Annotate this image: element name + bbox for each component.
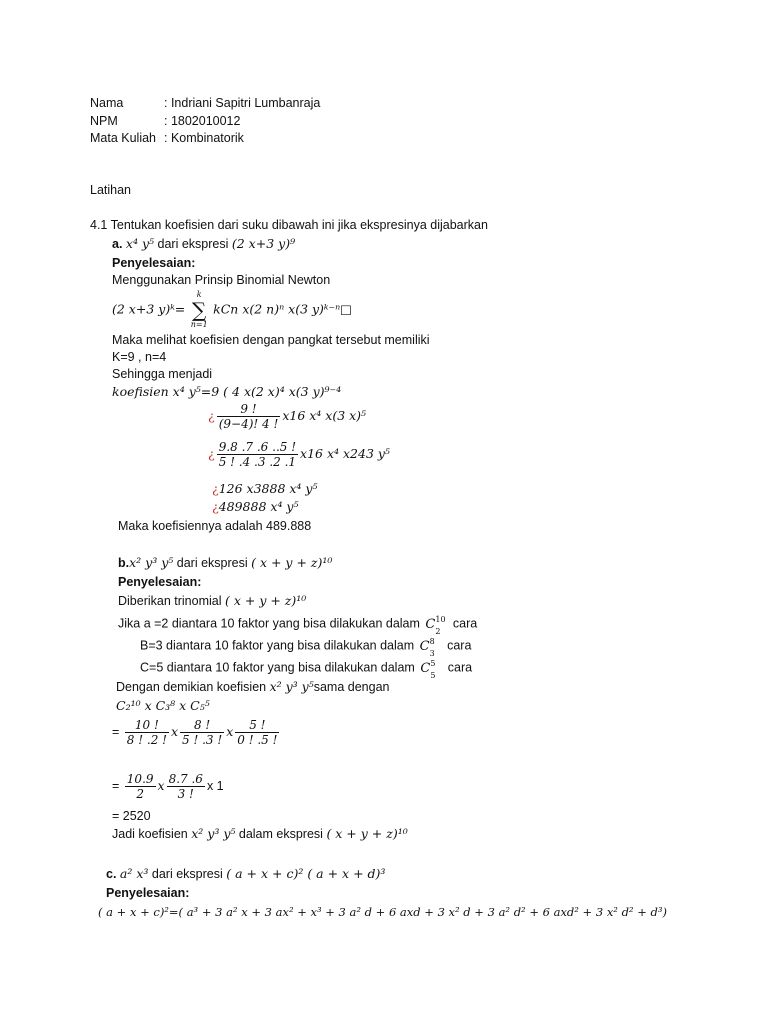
j3-text: C=5 diantara 10 faktor yang bisa dilakukan dalam (140, 660, 415, 675)
j1-text: Jika a =2 diantara 10 faktor yang bisa dilakukan dalam (118, 616, 420, 631)
part-a-kn: K=9 , n=4 (112, 350, 167, 364)
section-title: Latihan (90, 183, 132, 197)
given-text: Diberikan trinomial (118, 594, 222, 608)
final-text: Jadi koefisien (112, 827, 188, 841)
step-2-num: 9 ! (240, 402, 257, 416)
j3-cara: cara (447, 660, 473, 675)
value-npm: : 1802010012 (164, 114, 241, 128)
combination-c-5-5: C 5 5 (420, 659, 436, 680)
part-a-term: x⁴ y⁵ (125, 236, 155, 251)
part-a-uses: Menggunakan Prinsip Binomial Newton (112, 273, 331, 287)
step-4-expr: 126 x3888 x⁴ y⁵ (218, 481, 318, 496)
step-3-marker: ¿ (208, 445, 215, 461)
part-b-j2 (140, 636, 471, 656)
part-a-see: Maka melihat koefisien dengan pangkat tersebut memiliki (112, 333, 430, 347)
part-c-dari: dari ekspresi (151, 867, 223, 881)
step-5-expr: 489888 x⁴ y⁵ (218, 499, 299, 514)
step-4-marker: ¿ (212, 481, 219, 496)
part-c-term: a² x³ (119, 866, 149, 881)
step-2-fraction (217, 402, 281, 431)
part-c-expr: ( a + x + c)² ( a + x + d)³ (226, 866, 386, 881)
frac-10-9: $\frac{10.9}{2}$ (126, 772, 154, 801)
step-3-den: 5 ! .4 .3 .2 .1 (218, 455, 297, 469)
frac-10-fact: $\frac{10 !}{8 ! .2 !}$ (126, 718, 167, 747)
part-a-becomes: Sehingga menjadi (112, 367, 213, 381)
fraction-line-1 (112, 718, 281, 747)
step-3-fraction (217, 440, 298, 469)
step-1: koefisien x⁴ y⁵=9 ( 4 x(2 x)⁴ x(3 y)⁹⁻⁴ (112, 384, 342, 399)
fraction-line-2 (112, 772, 224, 801)
eq-sign-2: = (112, 778, 120, 793)
part-b-label: b. (118, 556, 130, 570)
final-term: x² y³ y⁵ (191, 826, 236, 841)
binom-rhs: kCn x(2 n)ⁿ x(3 y)ᵏ⁻ⁿ□ (213, 301, 352, 317)
part-b-thus (116, 679, 390, 695)
step-5 (212, 499, 299, 515)
step-3-rest: x16 x⁴ x243 y⁵ (300, 445, 390, 461)
part-a-expr: (2 x+3 y)⁹ (231, 236, 296, 251)
times-2: x (226, 723, 234, 739)
part-c-heading (106, 866, 385, 882)
part-a-conclusion: Maka koefisiennya adalah 489.888 (118, 519, 312, 533)
part-b-dari: dari ekspresi (176, 556, 248, 570)
times-3: x (157, 777, 165, 793)
combination-product: C₂¹⁰ x C₃⁸ x C₅⁵ (116, 698, 210, 713)
frac-5-fact: $\frac{5 !}{0 ! .5 !}$ (237, 718, 278, 747)
part-b-result: = 2520 (112, 809, 151, 823)
part-b-given (118, 593, 306, 609)
final-in: dalam ekspresi (238, 827, 323, 841)
combination-c-10-2: C 10 2 (425, 615, 446, 636)
part-b-heading (118, 555, 332, 571)
step-5-marker: ¿ (212, 499, 219, 514)
times-1: x (170, 723, 179, 739)
j1-cara: cara (452, 616, 478, 631)
part-b-j3 (140, 658, 472, 678)
label-mata-kuliah: Mata Kuliah (90, 131, 157, 145)
thus-text: Dengan demikian koefisien (116, 680, 267, 694)
value-nama: : Indriani Sapitri Lumbanraja (164, 96, 321, 110)
part-b-expr: ( x + y + z)¹⁰ (251, 555, 333, 570)
step-3 (208, 440, 390, 469)
binomial-formula (112, 290, 352, 330)
step-4 (212, 481, 317, 497)
combination-c-8-3: C 8 3 (419, 637, 435, 658)
final-expr: ( x + y + z)¹⁰ (326, 826, 408, 841)
step-3-num: 9.8 .7 .6 ..5 ! (218, 440, 297, 454)
part-a-dari: dari ekspresi (157, 237, 229, 251)
label-nama: Nama (90, 96, 124, 110)
value-mata-kuliah: : Kombinatorik (164, 131, 244, 145)
part-c-expansion: ( a + x + c)²=( a³ + 3 a² x + 3 ax² + x³ + 3 a² d + 6 axd + 3 x² d + 3 a² d² + 6 axd² + 3 x² d² + d³) (98, 905, 667, 919)
question-4-1: 4.1 Tentukan koefisien dari suku dibawah ini jika ekspresinya dijabarkan (90, 218, 488, 232)
step-2 (208, 402, 366, 431)
frac-8-fact: $\frac{8 !}{5 ! .3 !}$ (182, 718, 223, 747)
part-c-label: c. (106, 867, 117, 881)
step-2-marker: ¿ (208, 407, 215, 423)
part-b-j1 (118, 614, 477, 634)
part-a-penyelesaian: Penyelesaian: (112, 256, 196, 270)
binom-lhs: (2 x+3 y)ᵏ= (112, 301, 186, 317)
eq-sign-1: = (112, 724, 120, 739)
part-a-heading (112, 236, 295, 252)
step-2-rest: x16 x⁴ x(3 x)⁵ (282, 407, 367, 423)
j2-text: B=3 diantara 10 faktor yang bisa dilakukan dalam (140, 638, 415, 653)
part-b-final (112, 826, 408, 842)
sigma-symbol: k ∑ n=1 (190, 290, 208, 329)
j2-cara: cara (447, 638, 472, 653)
part-b-term: x² y³ y⁵ (129, 555, 174, 570)
step-2-den: (9−4)! 4 ! (218, 417, 279, 431)
frac-8-7-6: $\frac{8.7 .6}{3 !}$ (168, 772, 203, 801)
label-npm: NPM (90, 114, 118, 128)
sigma-top: k (196, 290, 202, 299)
part-c-penyelesaian: Penyelesaian: (106, 886, 190, 900)
times-one: x 1 (206, 778, 224, 793)
part-b-penyelesaian: Penyelesaian: (118, 575, 202, 589)
thus-equals: sama dengan (313, 680, 390, 694)
given-expr: ( x + y + z)¹⁰ (225, 593, 307, 608)
part-a-label: a. (112, 237, 123, 251)
thus-term: x² y³ y⁵ (269, 679, 314, 694)
sigma-bottom: n=1 (190, 320, 208, 329)
